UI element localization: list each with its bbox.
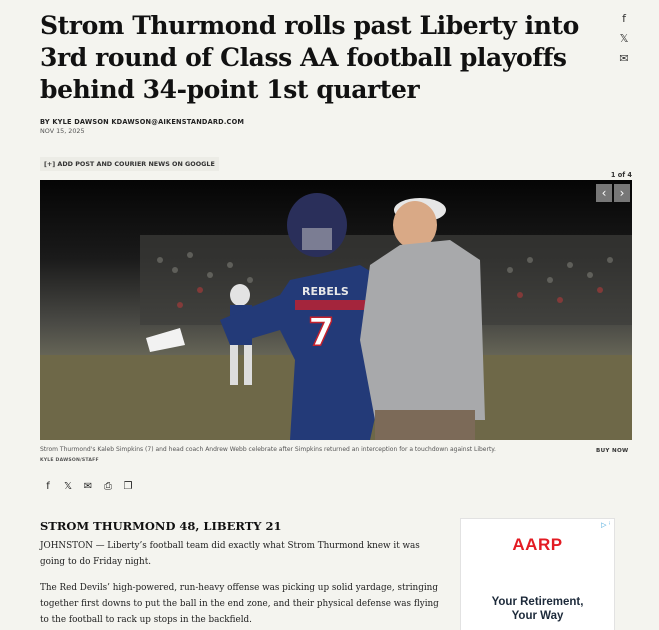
aarp-logo: AARP <box>512 535 563 554</box>
advertisement[interactable] <box>460 518 615 630</box>
photo-caption: Strom Thurmond's Kaleb Simpkins (7) and head coach Andrew Webb celebrate after Simpkins returned an interception for a touchdown against Liberty. <box>40 446 496 453</box>
share-toolbar <box>42 480 134 494</box>
print-icon[interactable]: ⎙ <box>104 481 112 492</box>
buy-now-link[interactable]: BUY NOW <box>596 448 629 454</box>
gallery-count: 1 of 4 <box>610 171 632 179</box>
article-paragraph: JOHNSTON — Liberty’s football team did exactly what Strom Thurmond knew it was going to do Friday night. <box>40 541 420 567</box>
add-google-source-link[interactable]: [+] ADD POST AND COURIER NEWS ON GOOGLE <box>40 157 219 171</box>
ad-tagline-line1: Your Retirement, <box>491 596 584 608</box>
facebook-icon[interactable]: f <box>46 481 50 492</box>
article-headline: Strom Thurmond rolls past Liberty into 3rd round of Class AA football playoffs behind 34-point 1st quarter <box>40 11 579 104</box>
gallery-photo[interactable] <box>40 180 632 440</box>
article-paragraph: The Red Devils’ high-powered, run-heavy offense was picking up solid yardage, stringing together first downs to put the ball in the end zone, and their physical defense was flying to the football to rack up stops in the backfield. <box>40 583 439 625</box>
byline[interactable]: BY KYLE DAWSON KDAWSON@AIKENSTANDARD.COM <box>40 118 245 126</box>
email-icon[interactable]: ✉ <box>83 481 93 492</box>
publish-date: NOV 15, 2025 <box>40 127 85 135</box>
copy-icon[interactable]: ❐ <box>123 481 133 492</box>
ad-info-icon[interactable]: ▷ ⁱ <box>601 521 610 529</box>
gallery-next-button[interactable]: › <box>614 184 630 202</box>
score-subhead: STROM THURMOND 48, LIBERTY 21 <box>40 519 282 533</box>
x-icon[interactable]: 𝕏 <box>619 32 629 45</box>
photo-illustration <box>40 180 632 440</box>
jersey-text: REBELS <box>302 285 349 298</box>
ad-tagline-line2: Your Way <box>511 610 564 622</box>
gallery-prev-button[interactable]: ‹ <box>596 184 612 202</box>
photo-credit: KYLE DAWSON/STAFF <box>40 458 99 463</box>
facebook-icon[interactable]: f <box>622 12 626 25</box>
jersey-number: 7 <box>308 310 335 354</box>
email-icon[interactable]: ✉ <box>619 52 629 65</box>
x-icon[interactable]: 𝕏 <box>63 481 73 492</box>
ad-tagline <box>461 595 614 623</box>
share-rail <box>614 10 634 70</box>
